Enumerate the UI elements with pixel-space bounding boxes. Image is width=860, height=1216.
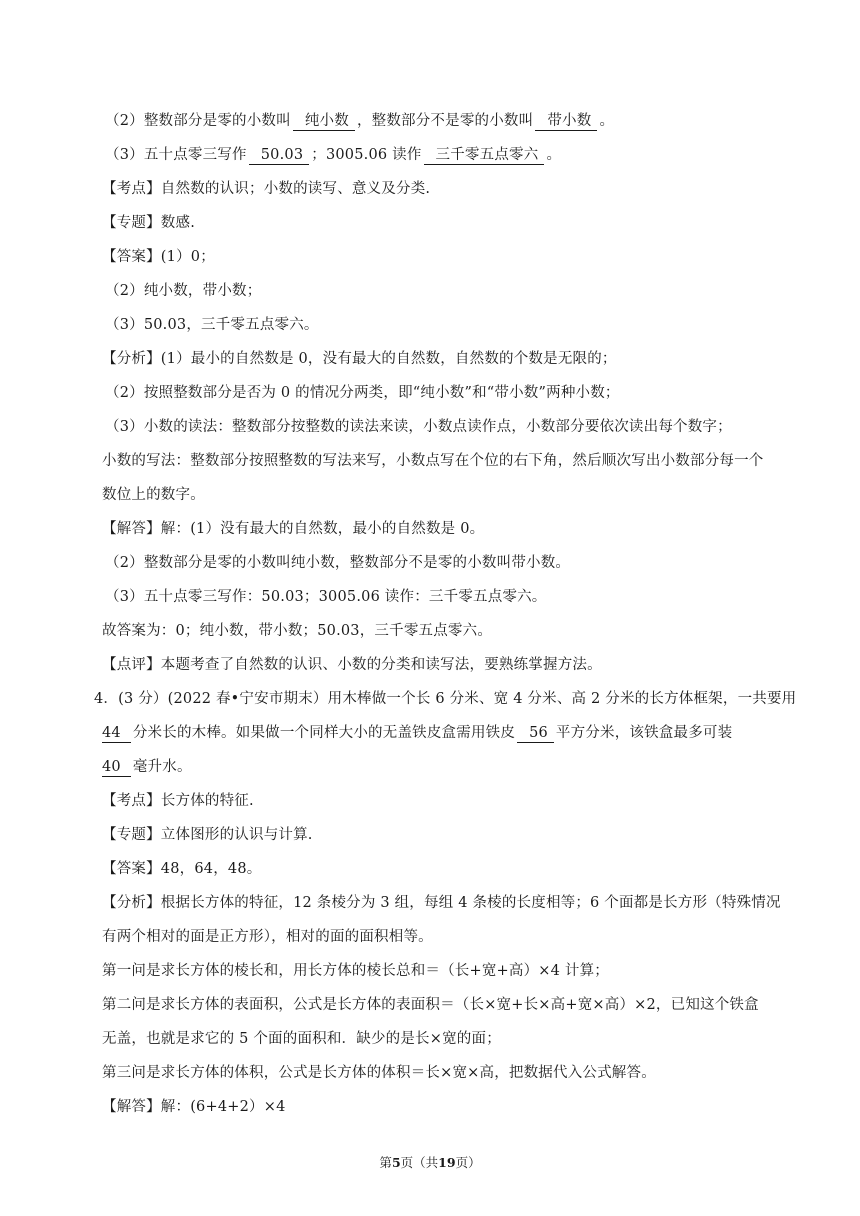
- footer-middle: 页（共: [400, 1155, 439, 1170]
- text: 。: [599, 113, 615, 129]
- fill-blank-answer: 50.03: [249, 147, 310, 165]
- fenxi-line-4: 第二问是求长方体的表面积，公式是长方体的表面积＝（长×宽+长×高+宽×高）×2，已知这个铁盒: [102, 997, 759, 1013]
- fill-blank-answer: 56: [517, 725, 554, 743]
- jieda-line-2: （2）整数部分是零的小数叫纯小数，整数部分不是零的小数叫带小数。: [105, 555, 571, 571]
- text: ；3005.06 读作: [311, 147, 422, 163]
- fenxi-line: 【分析】根据长方体的特征，12 条棱分为 3 组，每组 4 条棱的长度相等；6 个面都是长方形（特殊情况: [102, 895, 781, 911]
- page-content: [94, 104, 797, 1124]
- text: 。: [546, 147, 562, 163]
- fenxi-line-5: 数位上的数字。: [102, 487, 205, 503]
- fenxi-line-4: 小数的写法：整数部分按照整数的写法来写，小数点写在个位的右下角，然后顺次写出小数部分每一个: [102, 453, 764, 469]
- text: ，整数部分不是零的小数叫: [356, 113, 534, 129]
- fenxi-line-3: 第一问是求长方体的棱长和，用长方体的棱长总和＝（长+宽+高）×4 计算；: [102, 963, 609, 979]
- jieda-line: 【解答】解：(1）没有最大的自然数，最小的自然数是 0。: [102, 521, 485, 537]
- jieda-line-3: （3）五十点零三写作：50.03；3005.06 读作：三千零五点零六。: [105, 589, 547, 605]
- fill-blank-answer: 三千零五点零六: [424, 147, 545, 165]
- page-footer: [0, 1153, 860, 1171]
- fenxi-line-2: （2）按照整数部分是否为 0 的情况分两类，即“纯小数”和“带小数”两种小数；: [105, 385, 620, 401]
- question-4-line-3: [102, 750, 792, 784]
- dianping-line: 【点评】本题考查了自然数的认识、小数的分类和读写法，要熟练掌握方法。: [102, 657, 602, 673]
- fenxi-line-2: 有两个相对的面是正方形），相对的面的面积相等。: [102, 929, 433, 945]
- daan-line-3: （3）50.03，三千零五点零六。: [105, 317, 319, 333]
- zhuanti-line: 【专题】数感.: [102, 215, 196, 231]
- zhuanti-line: 【专题】立体图形的认识与计算.: [102, 827, 313, 843]
- fenxi-line-6: 第三问是求长方体的体积，公式是长方体的体积＝长×宽×高，把数据代入公式解答。: [102, 1065, 656, 1081]
- fill-blank-answer: 40: [102, 759, 131, 777]
- page-number: 5: [391, 1155, 401, 1170]
- text: （2）整数部分是零的小数叫: [105, 113, 291, 129]
- answer-summary-line: 故答案为：0；纯小数，带小数；50.03，三千零五点零六。: [102, 623, 493, 639]
- footer-suffix: 页）: [455, 1155, 481, 1170]
- kaodian-line: 【考点】自然数的认识；小数的读写、意义及分类.: [102, 181, 431, 197]
- kaodian-line: 【考点】长方体的特征.: [102, 793, 254, 809]
- daan-line-2: （2）纯小数，带小数；: [105, 283, 262, 299]
- answer-line-2: [102, 104, 792, 138]
- total-pages: 19: [438, 1155, 456, 1170]
- question-4-line-1: 4．(3 分）(2022 春•宁安市期末）用木棒做一个长 6 分米、宽 4 分米、高 2 分米的长方体框架，一共要用: [94, 691, 797, 707]
- jieda-line: 【解答】解：(6+4+2）×4: [102, 1099, 286, 1115]
- fill-blank-answer: 带小数: [535, 113, 597, 131]
- daan-line: 【答案】48，64，48。: [102, 861, 262, 877]
- fill-blank-answer: 纯小数: [293, 113, 355, 131]
- fenxi-line: 【分析】(1）最小的自然数是 0，没有最大的自然数，自然数的个数是无限的；: [102, 351, 617, 367]
- fenxi-line-3: （3）小数的读法：整数部分按整数的读法来读，小数点读作点，小数部分要依次读出每个数字；: [105, 419, 732, 435]
- text: （3）五十点零三写作: [105, 147, 247, 163]
- text: 分米长的木棒。如果做一个同样大小的无盖铁皮盒需用铁皮: [132, 725, 516, 741]
- daan-line: 【答案】(1）0；: [102, 249, 215, 265]
- text: 平方分米，该铁盒最多可装: [555, 725, 733, 741]
- question-4-line-2: [102, 716, 792, 750]
- fill-blank-answer: 44: [102, 725, 131, 743]
- text: 毫升水。: [132, 759, 192, 775]
- answer-line-3: [102, 138, 792, 172]
- fenxi-line-5: 无盖，也就是求它的 5 个面的面积和．缺少的是长×宽的面；: [102, 1031, 501, 1047]
- footer-prefix: 第: [379, 1155, 392, 1170]
